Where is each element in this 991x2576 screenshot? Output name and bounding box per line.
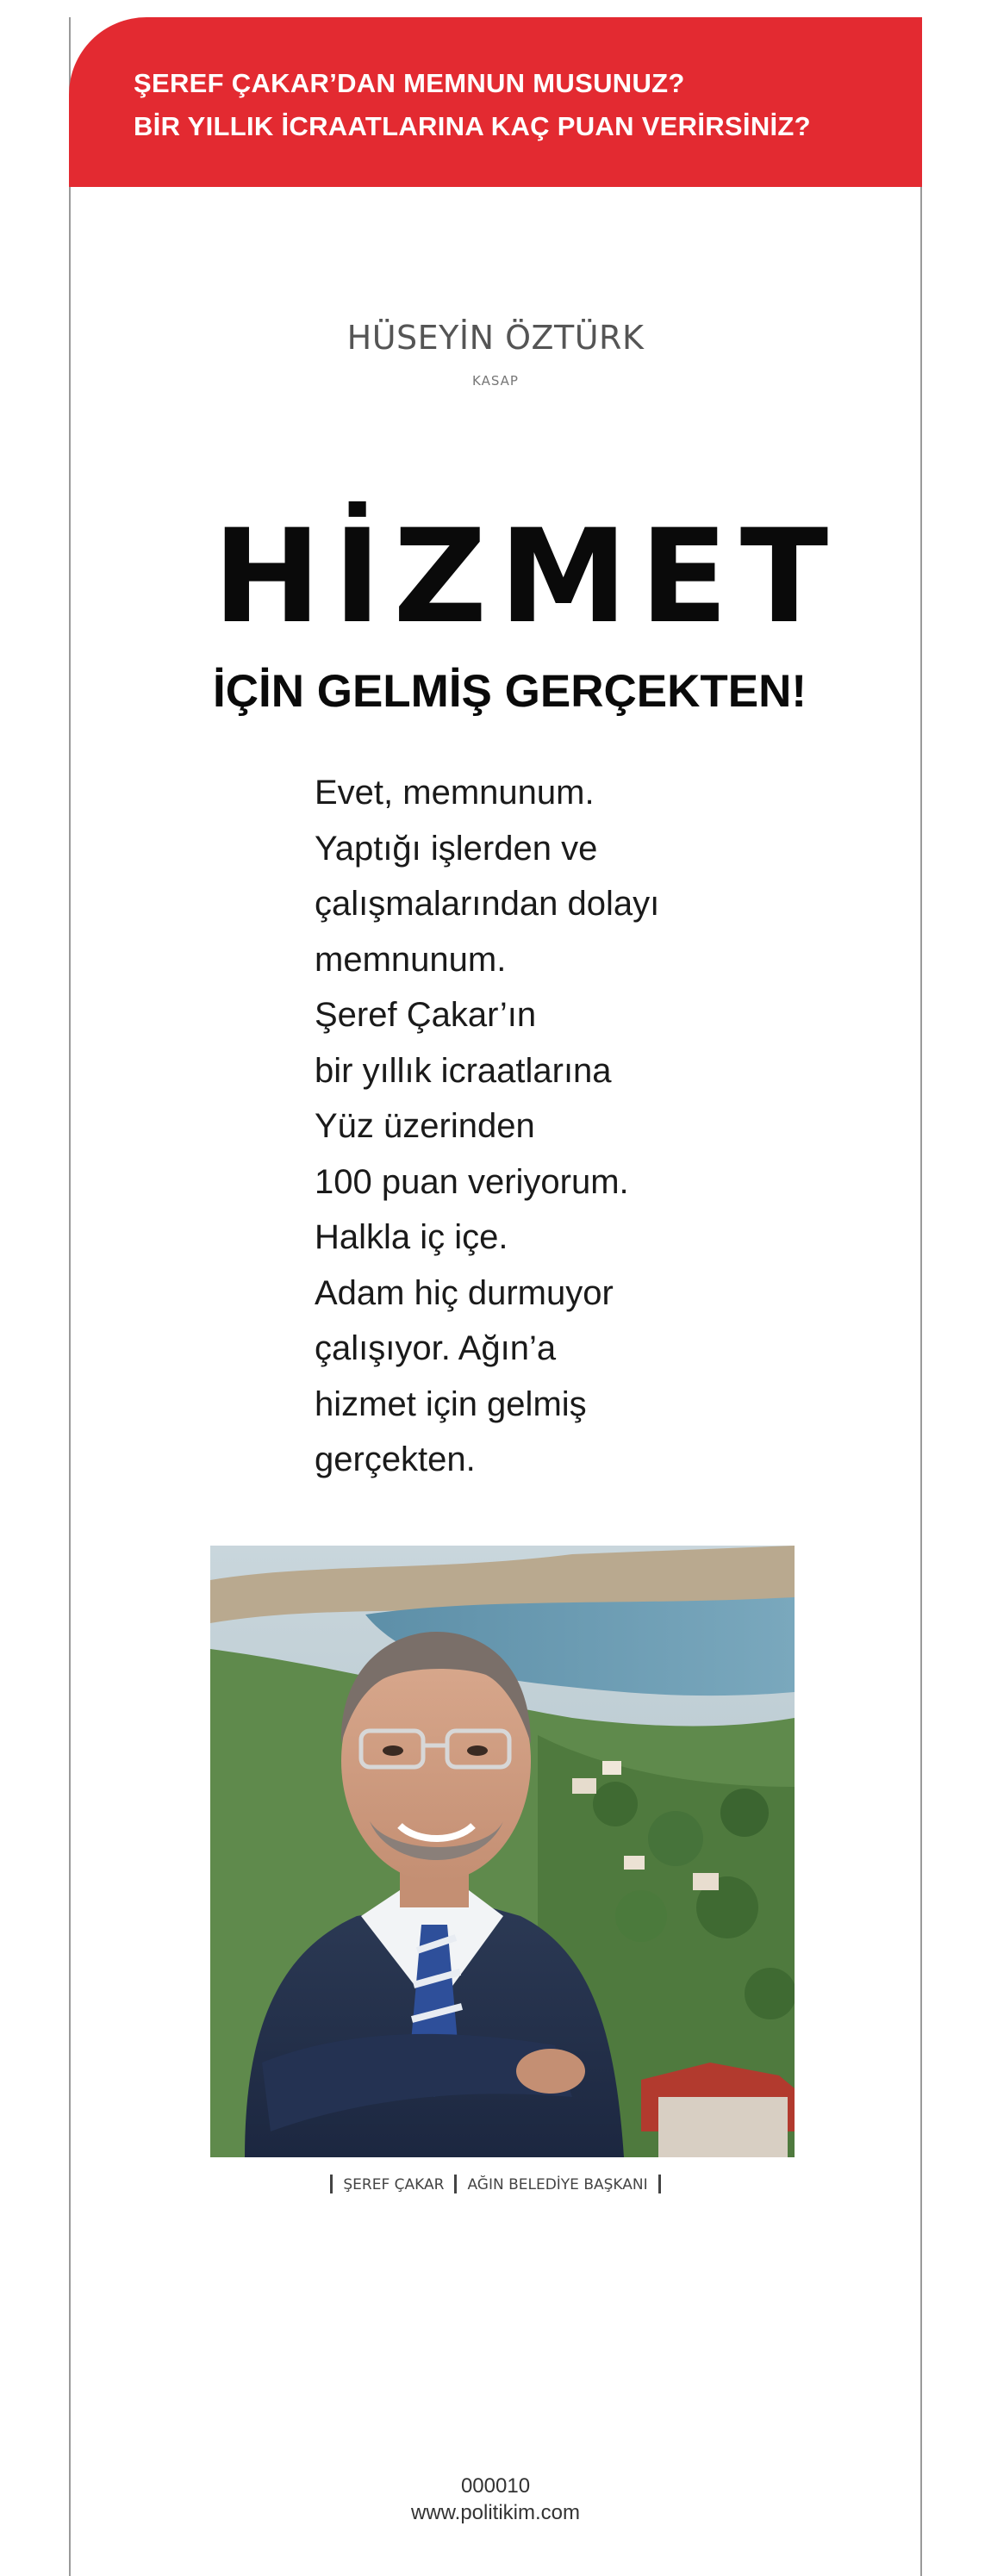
caption-divider — [330, 2175, 333, 2193]
header-banner — [69, 17, 922, 187]
caption-role: AĞIN BELEDİYE BAŞKANI — [467, 2176, 648, 2193]
quote-line: Halkla iç içe. — [315, 1218, 508, 1256]
headline-main: HİZMET — [213, 502, 841, 652]
quote-line: Şeref Çakar’ın — [315, 996, 537, 1034]
quote-line: çalışıyor. Ağın’a — [315, 1329, 557, 1367]
website-url: www.politikim.com — [410, 2501, 581, 2524]
caption-name: ŞEREF ÇAKAR — [343, 2176, 445, 2193]
person-occupation: KASAP — [472, 373, 519, 389]
quote-line: Evet, memnunum. — [315, 774, 595, 812]
caption-divider — [658, 2175, 661, 2193]
quote-line: 100 puan veriyorum. — [315, 1162, 629, 1201]
caption-divider — [454, 2175, 457, 2193]
photo-caption — [0, 2175, 991, 2193]
headline-sub: İÇİN GELMİŞ GERÇEKTEN! — [213, 666, 807, 717]
quote-line: gerçekten. — [315, 1440, 476, 1478]
quote-line: Adam hiç durmuyor — [315, 1273, 614, 1312]
quote-block — [315, 765, 763, 1488]
mayor-photo — [210, 1546, 795, 2157]
quote-line: bir yıllık icraatlarına — [315, 1051, 612, 1090]
header-question-2: BİR YILLIK İCRAATLARINA KAÇ PUAN VERİRSİNİZ? — [134, 111, 811, 141]
quote-line: Yüz üzerinden — [315, 1107, 535, 1145]
quote-line: çalışmalarından dolayı — [315, 885, 660, 923]
header-question-1: ŞEREF ÇAKAR’DAN MEMNUN MUSUNUZ? — [134, 68, 685, 98]
quote-line: Yaptığı işlerden ve — [315, 829, 598, 868]
quote-line: hizmet için gelmiş — [315, 1384, 587, 1423]
person-name: HÜSEYİN ÖZTÜRK — [346, 319, 645, 357]
quote-line: memnunum. — [315, 940, 507, 979]
page-code: 000010 — [460, 2474, 531, 2498]
